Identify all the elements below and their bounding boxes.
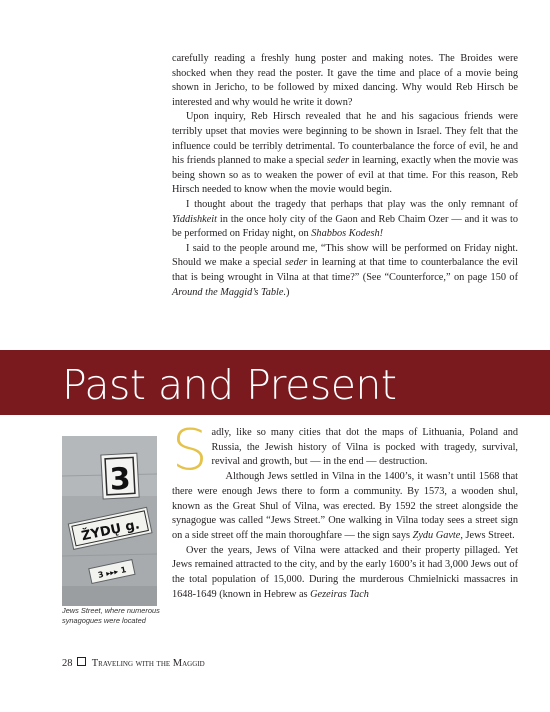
photo-caption: Jews Street, where numerous synagogues were located: [62, 606, 160, 625]
drop-cap: S: [172, 418, 208, 483]
sign-number: 3: [108, 461, 132, 498]
article-body: [172, 418, 518, 602]
paragraph: Over the years, Jews of Vilna were attacked and their property pillaged. Yet Jews remained attracted to the city, and by the early 1600’s it had 3,000 Jews out of the total population of 15,000. During the murderous Chmielnicki massacres in 1648-1649 (known in Hebrew as Gezeiras Tach: [172, 544, 518, 600]
street-sign-photo: [62, 436, 157, 606]
paragraph: I thought about the tragedy that perhaps that play was the only remnant of Yiddishkeit in the once holy city of the Gaon and Reb Chaim Ozer — and it was to be performed on Friday night, on Shabbos Kodesh!: [172, 198, 518, 240]
sign-small: 3 ▸▸▸ 1: [97, 565, 128, 580]
square-bullet-icon: [77, 657, 86, 666]
paragraph: adly, like so many cities that dot the maps of Lithuania, Poland and Russia, the Jewish history of Vilna is pocked with tragedy, survival, revival and growth, but — in the end — destruction.: [211, 427, 518, 468]
book-title: Traveling with the Maggid: [91, 658, 205, 669]
sign-street: ŽYDŲ g.: [80, 517, 142, 545]
section-banner: [0, 350, 550, 415]
page-number: 28: [62, 658, 73, 669]
paragraph: I said to the people around me, “This show will be performed on Friday night. Should we make a special seder in learning at that time to counterbalance the evil that is being wrought in Vilna at that time?” (See “Counterforce,” on page 150 of Around the Maggid’s Table.): [172, 242, 518, 298]
paragraph: Upon inquiry, Reb Hirsch revealed that he and his sagacious friends were terribly upset that movies were beginning to be shown in Israel. They felt that the influence could be terribly detrimental. To counterbalance the force of evil, he and his friends planned to make a special seder in learning, exactly when the movie was being shown so as to weaken the power of evil at that time. For this reason, Reb Hirsch needed to know when the movie would begin.: [172, 111, 518, 196]
page-footer: [62, 657, 205, 669]
paragraph: carefully reading a freshly hung poster and making notes. The Broides were shocked when they read the poster. It gave the time and place of a movie being shown in Jericho, to be followed by mixed dancing. Why would Reb Hirsch be interested and why would he write it down?: [172, 53, 518, 108]
section-title: Past and Present: [62, 361, 397, 409]
top-text-block: [172, 52, 518, 300]
paragraph: Although Jews settled in Vilna in the 1400’s, it wasn’t until 1568 that there were enough Jews there to form a community. By 1573, a wooden shul, known as the Great Shul of Vilna, was erected. By 1592 the street alongside the synagogue was called “Jews Street.” One walking in Vilna today sees a street sign on a side street off the main thoroughfare — the sign says Zydu Gavte, Jews Street.: [172, 471, 518, 541]
street-sign-illustration: [62, 436, 157, 606]
